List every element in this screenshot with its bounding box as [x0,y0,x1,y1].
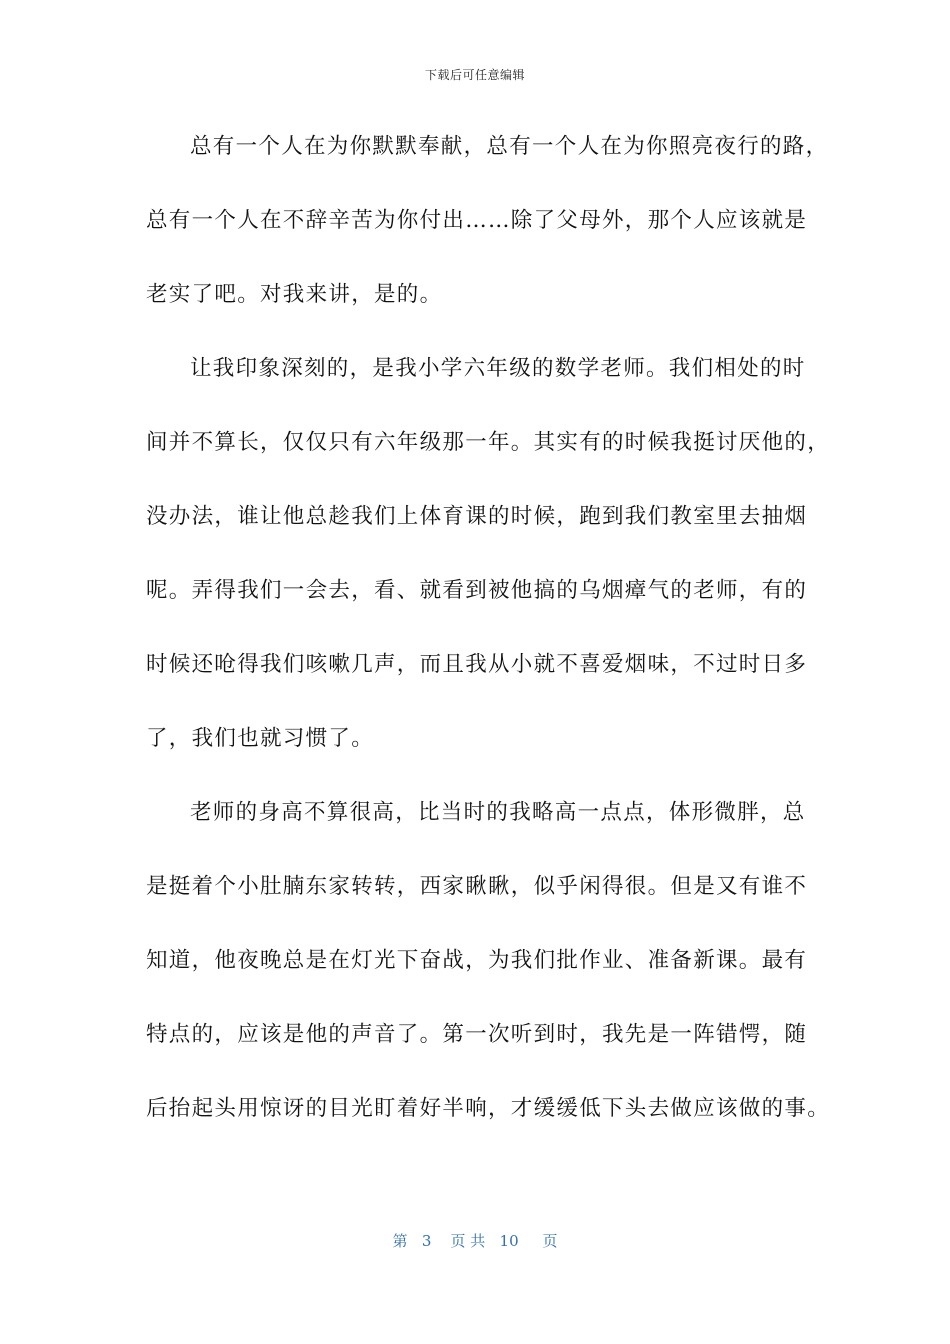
text-line: 老师的身高不算很高，比当时的我略高一点点，体形微胖，总 [190,800,806,825]
page-number-footer: 第 3 页 共 10 页 [392,1232,558,1250]
text-line: 是挺着个小肚腩东家转转，西家瞅瞅，似乎闲得很。但是又有谁不 [146,874,808,899]
text-line: 没办法，谁让他总趁我们上体育课的时候，跑到我们教室里去抽烟 [146,504,808,529]
text-line: 知道，他夜晚总是在灯光下奋战，为我们批作业、准备新课。最有 [146,948,808,973]
text-line: 特点的，应该是他的声音了。第一次听到时，我先是一阵错愕，随 [146,1022,808,1047]
paragraph [146,128,829,313]
text-line: 了，我们也就习惯了。 [146,726,375,751]
text-line: 老实了吧。对我来讲，是的。 [146,282,443,307]
text-line: 总有一个人在为你默默奉献，总有一个人在为你照亮夜行的路， [190,134,829,159]
text-line: 后抬起头用惊讶的目光盯着好半响，才缓缓低下头去做应该做的事。 [146,1096,831,1121]
document-body [146,128,831,1127]
text-line: 呢。弄得我们一会去，看、就看到被他搞的乌烟瘴气的老师，有的 [146,578,808,603]
text-line: 让我印象深刻的，是我小学六年级的数学老师。我们相处的时 [190,356,806,381]
text-line: 间并不算长，仅仅只有六年级那一年。其实有的时候我挺讨厌他的， [146,430,831,455]
paragraph [146,794,831,1127]
text-line: 时候还呛得我们咳嗽几声，而且我从小就不喜爱烟味，不过时日多 [146,652,808,677]
page-header: 下载后可任意编辑 [424,68,525,82]
paragraph [146,350,831,757]
text-line: 总有一个人在不辞辛苦为你付出……除了父母外，那个人应该就是 [146,208,808,233]
